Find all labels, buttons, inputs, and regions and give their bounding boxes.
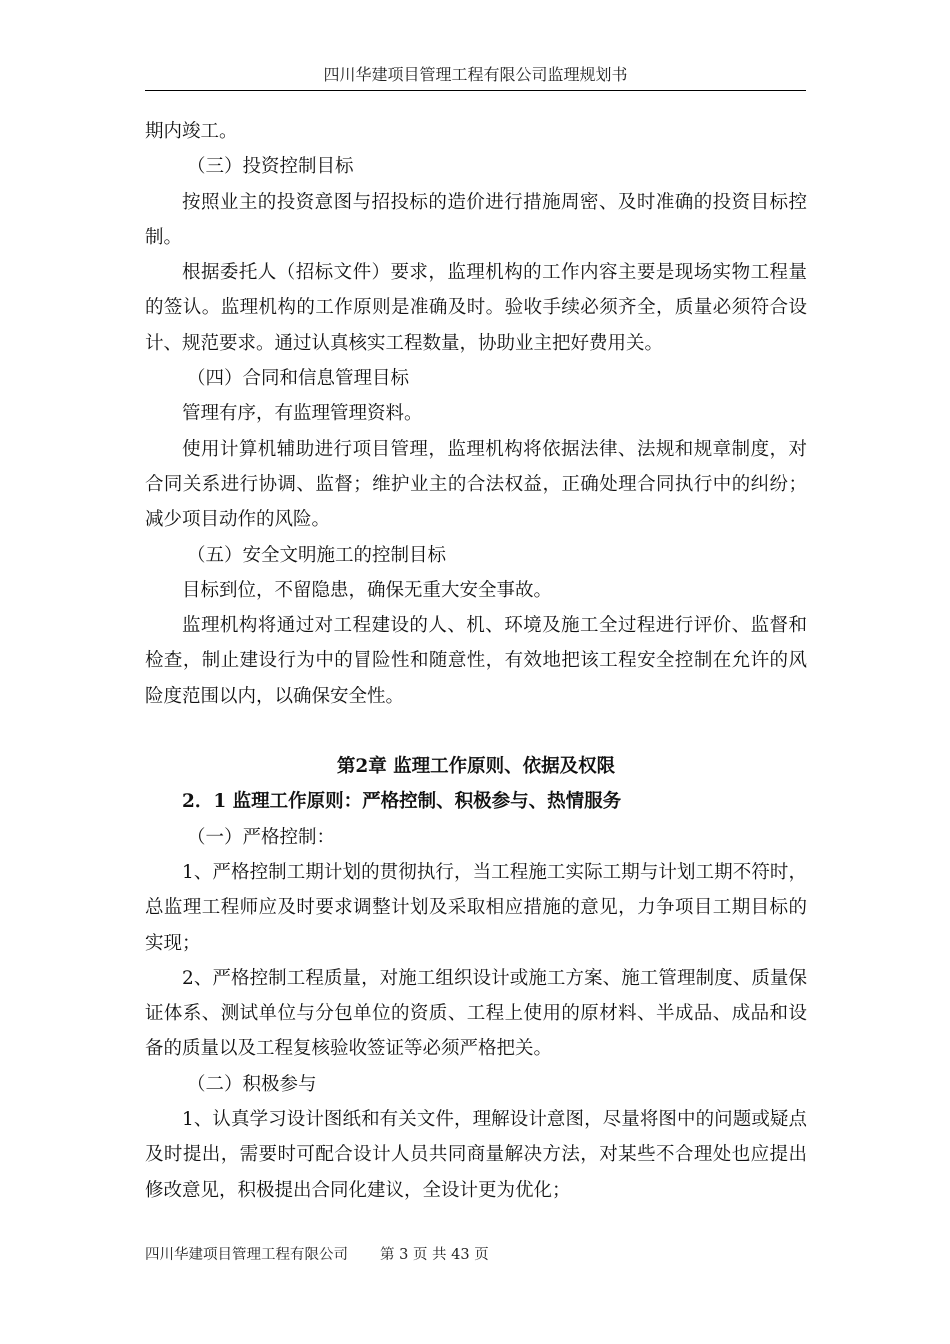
subheading-contract: （四）合同和信息管理目标 [187,368,410,390]
paragraph: 管理有序，有监理管理资料。 [182,403,423,425]
subheading-participation: （二）积极参与 [187,1073,317,1095]
paragraph: 按照业主的投资意图与招投标的造价进行措施周密、及时准确的投资目标控制。 [145,191,807,248]
chapter-title: 第2章 监理工作原则、依据及权限 [336,756,616,778]
footer-page-number: 第 3 页 共 43 页 [380,1247,489,1263]
paragraph: 监理机构将通过对工程建设的人、机、环境及施工全过程进行评价、监督和检查，制止建设行为中的冒险性和随意性，有效地把该工程安全控制在允许的风险度范围以内，以确保安全性。 [145,615,807,707]
paragraph: 使用计算机辅助进行项目管理，监理机构将依据法律、法规和规章制度，对合同关系进行协调、监督；维护业主的合法权益，正确处理合同执行中的纠纷；减少项目动作的风险。 [145,438,807,531]
page-footer [145,1243,489,1264]
subheading-strict-control: （一）严格控制： [187,826,336,848]
paragraph: 1、严格控制工期计划的贯彻执行，当工程施工实际工期与计划工期不符时，总监理工程师应及时要求调整计划及采取相应措施的意见，力争项目工期目标的实现； [145,861,807,954]
paragraph: 目标到位，不留隐患，确保无重大安全事故。 [182,579,553,601]
subheading-safety: （五）安全文明施工的控制目标 [187,544,447,566]
section-title: 2．1 监理工作原则：严格控制、积极参与、热情服务 [182,791,622,813]
subheading-investment: （三）投资控制目标 [187,156,354,178]
header-title: 四川华建项目管理工程有限公司监理规划书 [323,65,628,84]
spacer [145,714,807,749]
paragraph: 2、严格控制工程质量，对施工组织设计或施工方案、施工管理制度、质量保证体系、测试单位与分包单位的资质、工程上使用的原材料、半成品、成品和设备的质量以及工程复核验收签证等必须严格把关。 [145,967,807,1060]
paragraph: 1、认真学习设计图纸和有关文件，理解设计意图，尽量将图中的问题或疑点及时提出，需要时可配合设计人员共同商量解决方法，对某些不合理处也应提出修改意见，积极提出合同化建议，全设计更为优化； [145,1109,807,1201]
paragraph: 根据委托人（招标文件）要求，监理机构的工作内容主要是现场实物工程量的签认。监理机构的工作原则是准确及时。验收手续必须齐全，质量必须符合设计、规范要求。通过认真核实工程数量，协助业主把好费用关。 [145,262,807,354]
paragraph: 期内竣工。 [145,121,238,142]
footer-company: 四川华建项目管理工程有限公司 [145,1247,348,1263]
page-header [145,62,806,91]
document-body [145,114,807,1208]
